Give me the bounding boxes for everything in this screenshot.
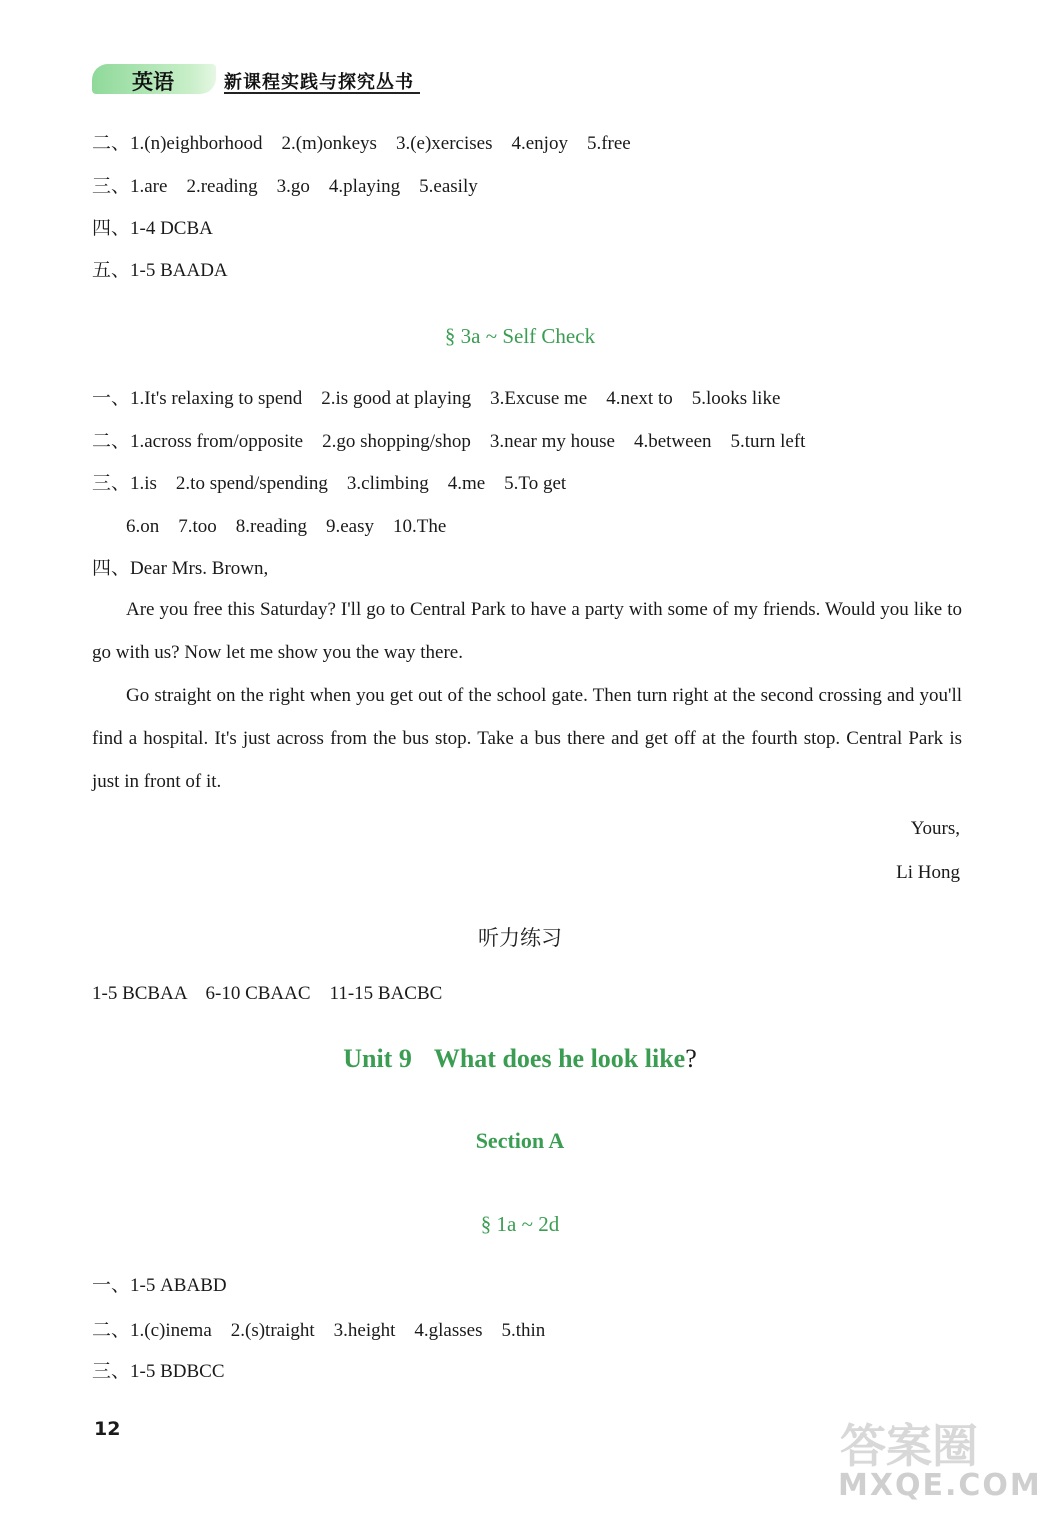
answer-line: 三、1-5 BDBCC — [92, 1361, 225, 1382]
answer-line: 6.on 7.too 8.reading 9.easy 10.The — [126, 516, 447, 537]
unit-question-mark: ? — [685, 1044, 697, 1073]
series-title: 新课程实践与探究丛书 — [224, 72, 414, 93]
page-number: 12 — [94, 1418, 121, 1440]
header-underline — [224, 92, 420, 94]
letter-closing: Yours, — [910, 818, 960, 839]
subject-label: 英语 — [132, 70, 174, 94]
page-header — [92, 62, 422, 100]
listening-heading: 听力练习 — [478, 926, 562, 950]
unit-heading — [0, 1044, 1040, 1074]
answer-line: 三、1.is 2.to spend/spending 3.climbing 4.me 5.To get — [92, 473, 567, 494]
letter-paragraph — [92, 588, 962, 674]
sub-section-heading: § 1a ~ 2d — [480, 1212, 560, 1236]
answer-line: 一、1.It's relaxing to spend 2.is good at playing 3.Excuse me 4.next to 5.looks like — [92, 388, 781, 409]
answer-line: 二、1.across from/opposite 2.go shopping/shop 3.near my house 4.between 5.turn left — [92, 431, 806, 452]
listening-answers: 1-5 BCBAA 6-10 CBAAC 11-15 BACBC — [92, 983, 443, 1004]
answer-line: 二、1.(n)eighborhood 2.(m)onkeys 3.(e)xercises 4.enjoy 5.free — [92, 133, 631, 154]
answer-line: 一、1-5 ABABD — [92, 1275, 227, 1296]
letter-paragraph-text: Go straight on the right when you get out of the school gate. Then turn right at the second crossing and you'll find a hospital. It's just across from the bus stop. Take a bus there and get off at the fourth stop. Central Park is just in front of it. — [92, 685, 962, 792]
watermark-logo: 答案圈 — [840, 1419, 978, 1473]
subject-badge — [92, 64, 216, 94]
answer-line: 四、1-4 DCBA — [92, 218, 213, 239]
section-heading-self-check: § 3a ~ Self Check — [444, 324, 596, 348]
answer-line: 二、1.(c)inema 2.(s)traight 3.height 4.glasses 5.thin — [92, 1320, 546, 1341]
unit-title: What does he look like — [433, 1044, 686, 1073]
letter-salutation: 四、Dear Mrs. Brown, — [92, 558, 269, 579]
watermark-url: MXQE.COM — [838, 1468, 1042, 1503]
answer-line: 三、1.are 2.reading 3.go 4.playing 5.easily — [92, 176, 478, 197]
letter-paragraph — [92, 674, 962, 803]
letter-paragraph-text: Are you free this Saturday? I'll go to Central Park to have a party with some of my friends. Would you like to go with us? Now let me show you the way there. — [92, 599, 962, 663]
unit-label: Unit 9 — [343, 1044, 412, 1073]
answer-line: 五、1-5 BAADA — [92, 260, 228, 281]
section-a-heading: Section A — [475, 1128, 565, 1153]
letter-signature: Li Hong — [896, 862, 960, 883]
